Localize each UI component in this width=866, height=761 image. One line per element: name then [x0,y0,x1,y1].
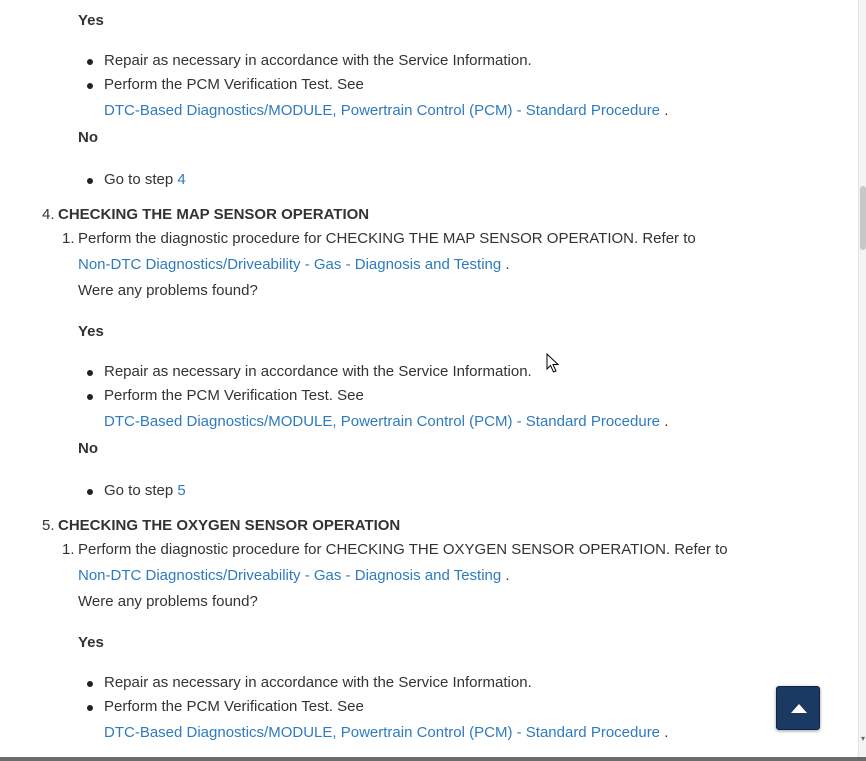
pcm-standard-procedure-link[interactable]: DTC-Based Diagnostics/MODULE, Powertrain Control (PCM) - Standard Procedure [104,413,661,430]
driveability-diagnosis-link[interactable]: Non-DTC Diagnostics/Driveability - Gas - Diagnosis and Testing [78,567,502,584]
yes-label: Yes [78,323,104,340]
bullet [87,370,93,376]
list-item: Perform the PCM Verification Test. See [104,387,364,404]
pcm-standard-procedure-link[interactable]: DTC-Based Diagnostics/MODULE, Powertrain Control (PCM) - Standard Procedure [104,724,661,741]
no-label: No [78,440,98,457]
go-to-step-text: Go to step [104,171,174,188]
list-item: Repair as necessary in accordance with the Service Information. [104,674,532,691]
bottom-border [0,757,866,761]
list-item: Perform the PCM Verification Test. See [104,76,364,93]
period: . [664,413,669,430]
list-item [104,171,186,189]
question-text: Were any problems found? [78,593,258,610]
substep-instruction: Perform the diagnostic procedure for CHECKING THE MAP SENSOR OPERATION. Refer to [78,230,696,247]
yes-label: Yes [78,12,104,29]
no-label: No [78,129,98,146]
go-to-step-text: Go to step [104,482,174,499]
step-number: 5. [42,517,55,534]
pcm-standard-procedure-link[interactable]: DTC-Based Diagnostics/MODULE, Powertrain Control (PCM) - Standard Procedure [104,102,661,119]
vertical-scrollbar[interactable] [858,0,866,761]
scrollbar-thumb[interactable] [860,186,866,250]
arrow-up-icon [791,704,807,713]
bullet [87,489,93,495]
mouse-pointer-icon [546,353,560,373]
list-item: Repair as necessary in accordance with the Service Information. [104,52,532,69]
period: . [505,256,510,273]
step-5-link[interactable]: 5 [177,482,186,499]
list-item-link-line [104,413,668,431]
bullet [87,83,93,89]
substep-instruction: Perform the diagnostic procedure for CHECKING THE OXYGEN SENSOR OPERATION. Refer to [78,541,728,558]
period: . [664,724,669,741]
question-text: Were any problems found? [78,282,258,299]
step-title: CHECKING THE OXYGEN SENSOR OPERATION [58,517,401,534]
step-title: CHECKING THE MAP SENSOR OPERATION [58,206,370,223]
bullet [87,394,93,400]
yes-label: Yes [78,634,104,651]
bullet [87,705,93,711]
step-4-link[interactable]: 4 [177,171,186,188]
substep-number: 1. [62,230,75,247]
list-item: Perform the PCM Verification Test. See [104,698,364,715]
scroll-down-icon[interactable]: ▾ [860,734,865,743]
list-item-link-line [104,724,668,742]
bullet [87,59,93,65]
period: . [664,102,669,119]
back-to-top-button[interactable] [776,686,820,730]
list-item-link-line [104,102,668,120]
substep-number: 1. [62,541,75,558]
list-item [104,482,186,500]
bullet [87,681,93,687]
step-number: 4. [42,206,55,223]
period: . [505,567,510,584]
bullet [87,178,93,184]
list-item: Repair as necessary in accordance with the Service Information. [104,363,532,380]
driveability-diagnosis-link[interactable]: Non-DTC Diagnostics/Driveability - Gas - Diagnosis and Testing [78,256,502,273]
instruction-link-line [78,567,510,585]
instruction-link-line [78,256,510,274]
